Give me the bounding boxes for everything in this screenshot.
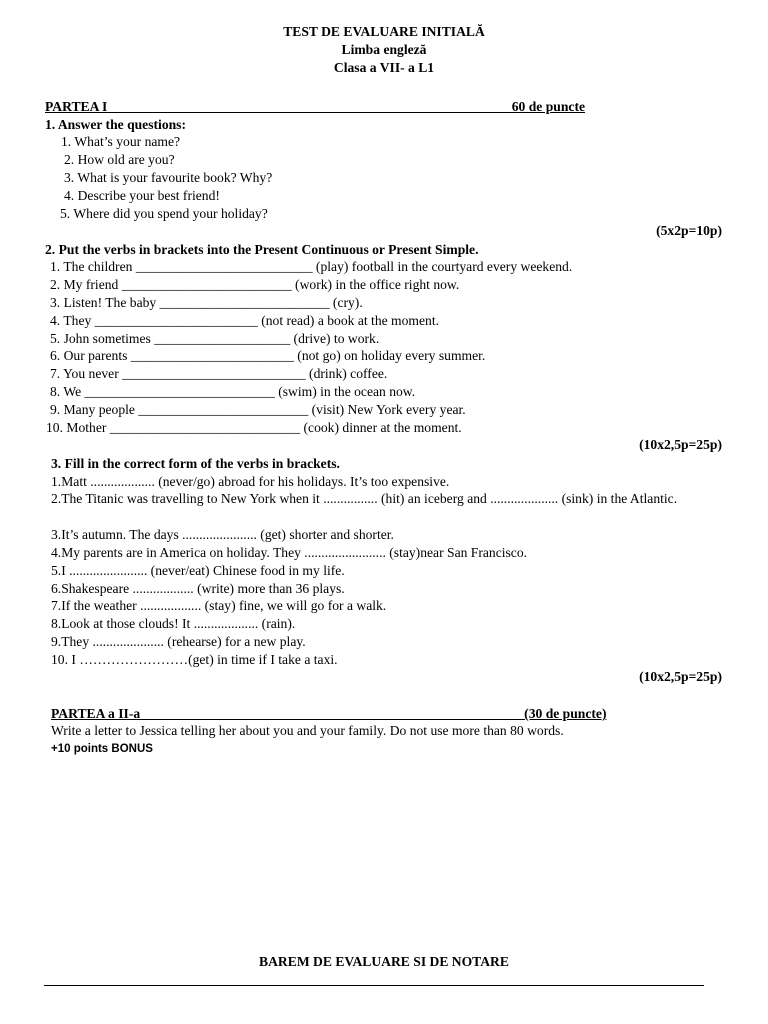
ex2-score: (10x2,5p=25p) [639, 437, 722, 452]
ex2-item: 10. Mother ____________________________ (cook) dinner at the moment. [46, 420, 462, 435]
ex1-item: 3. What is your favourite book? Why? [64, 170, 273, 185]
ex3-item: 5.I ....................... (never/eat) Chinese food in my life. [51, 563, 345, 578]
ex2-item: 1. The children __________________________ (play) football in the courtyard every weekend. [50, 259, 573, 274]
ex1-item: 4. Describe your best friend! [64, 188, 220, 203]
ex3-score: (10x2,5p=25p) [639, 669, 722, 684]
ex2-title: 2. Put the verbs in brackets into the Present Continuous or Present Simple. [45, 242, 479, 257]
ex2-item: 9. Many people _________________________ (visit) New York every year. [50, 402, 466, 417]
test-class: Clasa a VII- a L1 [333, 60, 435, 75]
ex3-title: 3. Fill in the correct form of the verbs in brackets. [51, 456, 340, 471]
part1-heading: PARTEA I______________________________________________________ _____60 de puncte [45, 99, 586, 114]
ex2-item: 6. Our parents ________________________ (not go) on holiday every summer. [50, 348, 486, 363]
bonus-note: +10 points BONUS [51, 743, 153, 755]
ex3-item: 10. I ……………………(get) in time if I take a taxi. [51, 652, 338, 667]
ex1-item: 2. How old are you? [64, 152, 175, 167]
ex3-item: 9.They ..................... (rehearse) for a new play. [51, 634, 306, 649]
ex3-item: 6.Shakespeare .................. (write) more than 36 plays. [51, 581, 345, 596]
test-subject: Limba engleză [341, 42, 427, 57]
ex3-item: 1.Matt ................... (never/go) abroad for his holidays. It’s too expensive. [51, 474, 450, 489]
ex2-item: 3. Listen! The baby _________________________ (cry). [50, 295, 363, 310]
ex3-item: 8.Look at those clouds! It ................... (rain). [51, 616, 296, 631]
ex3-item: 2.The Titanic was travelling to New York when it ................ (hit) an iceberg and .................... (sink) in the Atlantic. [51, 491, 678, 506]
ex2-item: 7. You never ___________________________ (drink) coffee. [50, 366, 388, 381]
ex2-item: 2. My friend _________________________ (work) in the office right now. [50, 277, 460, 292]
ex2-item: 5. John sometimes ____________________ (drive) to work. [50, 331, 380, 346]
ex2-item: 8. We ____________________________ (swim) in the ocean now. [50, 384, 416, 399]
ex3-item: 4.My parents are in America on holiday. They ........................ (stay)near San Francisco. [51, 545, 528, 560]
ex3-item: 7.If the weather .................. (stay) fine, we will go for a walk. [51, 598, 387, 613]
ex1-item: 1. What’s your name? [61, 134, 181, 149]
barem-heading: BAREM DE EVALUARE SI DE NOTARE [259, 954, 509, 969]
part2-heading: PARTEA a II-a ________________________________________________________(30 de puncte) [51, 706, 607, 721]
part2-task: Write a letter to Jessica telling her about you and your family. Do not use more than 80 words. [51, 723, 564, 738]
test-title: TEST DE EVALUARE INITIALĂ [283, 24, 485, 39]
ex2-item: 4. They ________________________ (not read) a book at the moment. [50, 313, 439, 328]
ex1-score: (5x2p=10p) [656, 223, 722, 238]
ex1-title: 1. Answer the questions: [45, 117, 186, 132]
ex3-item: 3.It’s autumn. The days ...................... (get) shorter and shorter. [51, 527, 394, 542]
ex1-item: 5. Where did you spend your holiday? [60, 206, 268, 221]
footer-divider [44, 985, 704, 986]
